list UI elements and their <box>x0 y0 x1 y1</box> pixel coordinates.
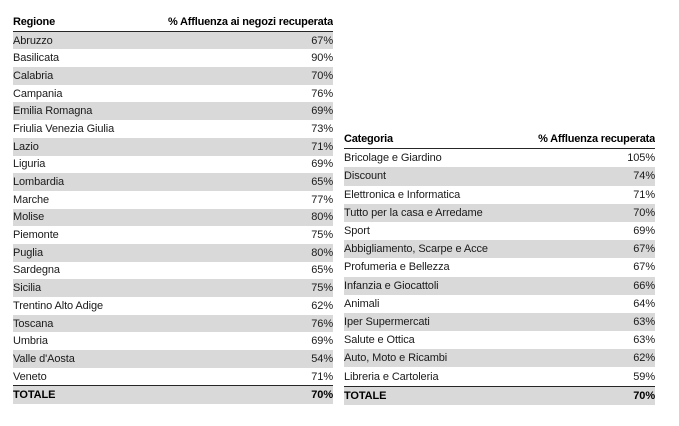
table-row <box>344 167 655 185</box>
row-label: Liguria <box>13 156 128 174</box>
table-row <box>13 120 333 138</box>
row-value: 65% <box>128 262 333 280</box>
table-row <box>13 209 333 227</box>
total-row <box>13 386 333 404</box>
row-label: Marche <box>13 191 128 209</box>
table-row <box>13 226 333 244</box>
table-row <box>13 138 333 156</box>
row-value: 69% <box>128 332 333 350</box>
total-value: 70% <box>128 386 333 404</box>
column-header-affluenza-negozi: % Affluenza ai negozi recuperata <box>128 13 333 31</box>
row-value: 75% <box>128 279 333 297</box>
row-label: Piemonte <box>13 226 128 244</box>
total-value: 70% <box>512 386 655 405</box>
total-label: TOTALE <box>13 386 128 404</box>
total-row <box>344 386 655 405</box>
table-row <box>13 315 333 333</box>
categoria-table-footer <box>344 386 655 405</box>
row-label: Trentino Alto Adige <box>13 297 128 315</box>
row-value: 70% <box>128 67 333 85</box>
table-row <box>344 149 655 168</box>
row-value: 69% <box>128 156 333 174</box>
categoria-table <box>344 130 655 405</box>
table-row <box>13 102 333 120</box>
table-header-row <box>344 130 655 149</box>
table-row <box>13 191 333 209</box>
row-label: Sardegna <box>13 262 128 280</box>
table-row <box>13 31 333 49</box>
regione-table-body <box>13 31 333 386</box>
column-header-categoria: Categoria <box>344 130 512 149</box>
row-value: 67% <box>512 240 655 258</box>
table-row <box>344 186 655 204</box>
row-value: 63% <box>512 331 655 349</box>
regione-table-footer <box>13 386 333 404</box>
table-row <box>13 297 333 315</box>
row-label: Veneto <box>13 368 128 386</box>
row-label: Profumeria e Bellezza <box>344 258 512 276</box>
row-value: 80% <box>128 244 333 262</box>
row-value: 75% <box>128 226 333 244</box>
row-value: 54% <box>128 350 333 368</box>
table-row <box>13 368 333 386</box>
table-row <box>344 277 655 295</box>
row-label: Sport <box>344 222 512 240</box>
row-label: Libreria e Cartoleria <box>344 367 512 386</box>
table-row <box>13 85 333 103</box>
row-value: 67% <box>128 31 333 49</box>
row-label: Toscana <box>13 315 128 333</box>
row-value: 71% <box>512 186 655 204</box>
regione-table-header <box>13 13 333 31</box>
row-value: 69% <box>512 222 655 240</box>
row-label: Calabria <box>13 67 128 85</box>
row-label: Umbria <box>13 332 128 350</box>
row-label: Elettronica e Informatica <box>344 186 512 204</box>
column-header-affluenza-recuperata: % Affluenza recuperata <box>512 130 655 149</box>
row-label: Discount <box>344 167 512 185</box>
table-row <box>13 173 333 191</box>
row-value: 77% <box>128 191 333 209</box>
row-label: Basilicata <box>13 49 128 67</box>
table-row <box>344 367 655 386</box>
table-header-row <box>13 13 333 31</box>
table-row <box>13 244 333 262</box>
row-label: Abbigliamento, Scarpe e Acce <box>344 240 512 258</box>
row-label: Lazio <box>13 138 128 156</box>
row-value: 62% <box>512 349 655 367</box>
row-label: Animali <box>344 295 512 313</box>
table-row <box>344 258 655 276</box>
row-value: 90% <box>128 49 333 67</box>
categoria-table-header <box>344 130 655 149</box>
total-label: TOTALE <box>344 386 512 405</box>
row-value: 63% <box>512 313 655 331</box>
regione-table <box>13 13 333 404</box>
row-value: 73% <box>128 120 333 138</box>
row-label: Iper Supermercati <box>344 313 512 331</box>
row-label: Abruzzo <box>13 31 128 49</box>
row-value: 71% <box>128 138 333 156</box>
row-value: 64% <box>512 295 655 313</box>
table-row <box>13 262 333 280</box>
table-row <box>344 349 655 367</box>
row-value: 76% <box>128 315 333 333</box>
row-value: 71% <box>128 368 333 386</box>
table-row <box>344 331 655 349</box>
table-row <box>344 222 655 240</box>
row-value: 74% <box>512 167 655 185</box>
table-row <box>13 156 333 174</box>
table-row <box>13 49 333 67</box>
table-row <box>344 295 655 313</box>
row-value: 66% <box>512 277 655 295</box>
row-label: Sicilia <box>13 279 128 297</box>
column-header-regione: Regione <box>13 13 128 31</box>
table-row <box>13 350 333 368</box>
row-label: Friulia Venezia Giulia <box>13 120 128 138</box>
row-label: Auto, Moto e Ricambi <box>344 349 512 367</box>
row-label: Salute e Ottica <box>344 331 512 349</box>
row-label: Tutto per la casa e Arredame <box>344 204 512 222</box>
row-value: 62% <box>128 297 333 315</box>
row-label: Lombardia <box>13 173 128 191</box>
row-label: Emilia Romagna <box>13 102 128 120</box>
row-value: 76% <box>128 85 333 103</box>
row-label: Campania <box>13 85 128 103</box>
table-row <box>13 67 333 85</box>
row-value: 69% <box>128 102 333 120</box>
row-label: Puglia <box>13 244 128 262</box>
row-value: 80% <box>128 209 333 227</box>
row-value: 67% <box>512 258 655 276</box>
row-label: Valle d'Aosta <box>13 350 128 368</box>
table-row <box>13 332 333 350</box>
row-label: Infanzia e Giocattoli <box>344 277 512 295</box>
row-value: 59% <box>512 367 655 386</box>
table-row <box>344 313 655 331</box>
categoria-table-body <box>344 149 655 386</box>
table-row <box>13 279 333 297</box>
table-row <box>344 240 655 258</box>
row-label: Bricolage e Giardino <box>344 149 512 168</box>
row-value: 105% <box>512 149 655 168</box>
table-row <box>344 204 655 222</box>
row-value: 65% <box>128 173 333 191</box>
row-label: Molise <box>13 209 128 227</box>
row-value: 70% <box>512 204 655 222</box>
